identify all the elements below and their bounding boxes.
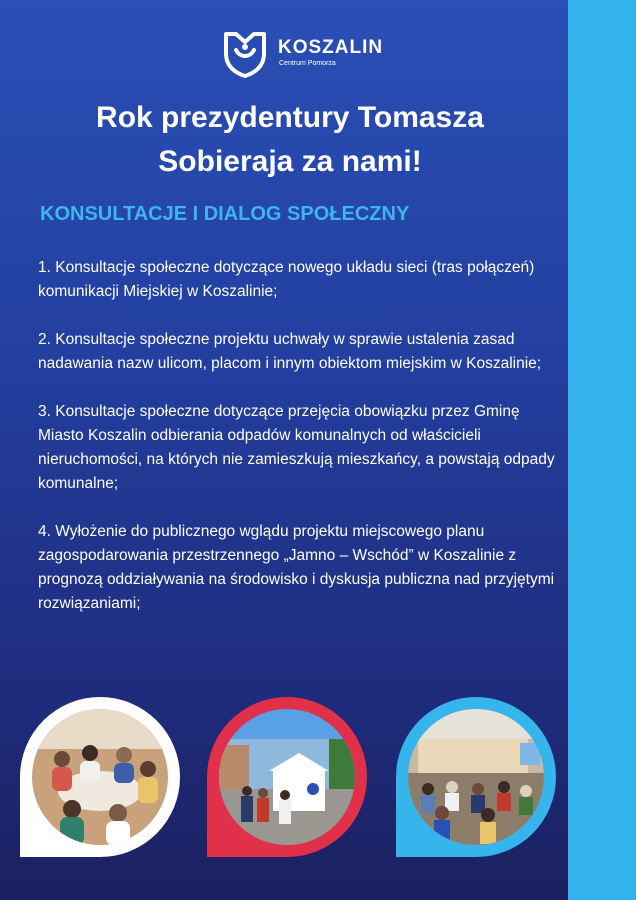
photo-outdoor-tent-image (219, 709, 355, 845)
page-title-line-2: Sobieraja za nami! (158, 145, 422, 178)
list-item: 3. Konsultacje społeczne dotyczące przejęcia obowiązku przez Gminę Miasto Koszalin odbierania odpadów komunalnych od właścicieli nieruchomości, na których nie zamieszkują mieszkańcy, a powstają odpady komunalne; (38, 403, 555, 492)
logo-tagline: Centrum Pomorza (279, 60, 336, 67)
koszalin-logo (222, 28, 402, 78)
photo-workshop-image (32, 709, 168, 845)
photo-indoor-meeting-image (408, 709, 544, 845)
list-item: 1. Konsultacje społeczne dotyczące nowego układu sieci (tras połączeń) komunikacji Miejskiej w Koszalinie; (38, 259, 535, 300)
logo-name: KOSZALIN (278, 37, 384, 58)
photo-indoor-meeting (396, 697, 556, 857)
photo-outdoor-tent (207, 697, 367, 857)
page-title-line-1: Rok prezydentury Tomasza (96, 101, 484, 134)
list-item: 2. Konsultacje społeczne projektu uchwały w sprawie ustalenia zasad nadawania nazw ulicom, placom i innym obiektom miejskim w Koszalinie; (38, 331, 542, 372)
consultation-list (38, 256, 558, 640)
section-title: KONSULTACJE I DIALOG SPOŁECZNY (40, 203, 410, 225)
photo-workshop (20, 697, 180, 857)
koszalin-crest-icon (222, 28, 268, 78)
list-item: 4. Wyłożenie do publicznego wglądu projektu miejscowego planu zagospodarowania przestrzennego „Jamno – Wschód” w Koszalinie z prognozą oddziaływania na środowisko i dyskusja publiczna nad przyjętymi rozwiązaniami; (38, 523, 555, 612)
page-title (40, 96, 540, 184)
side-accent-strip (568, 0, 636, 900)
